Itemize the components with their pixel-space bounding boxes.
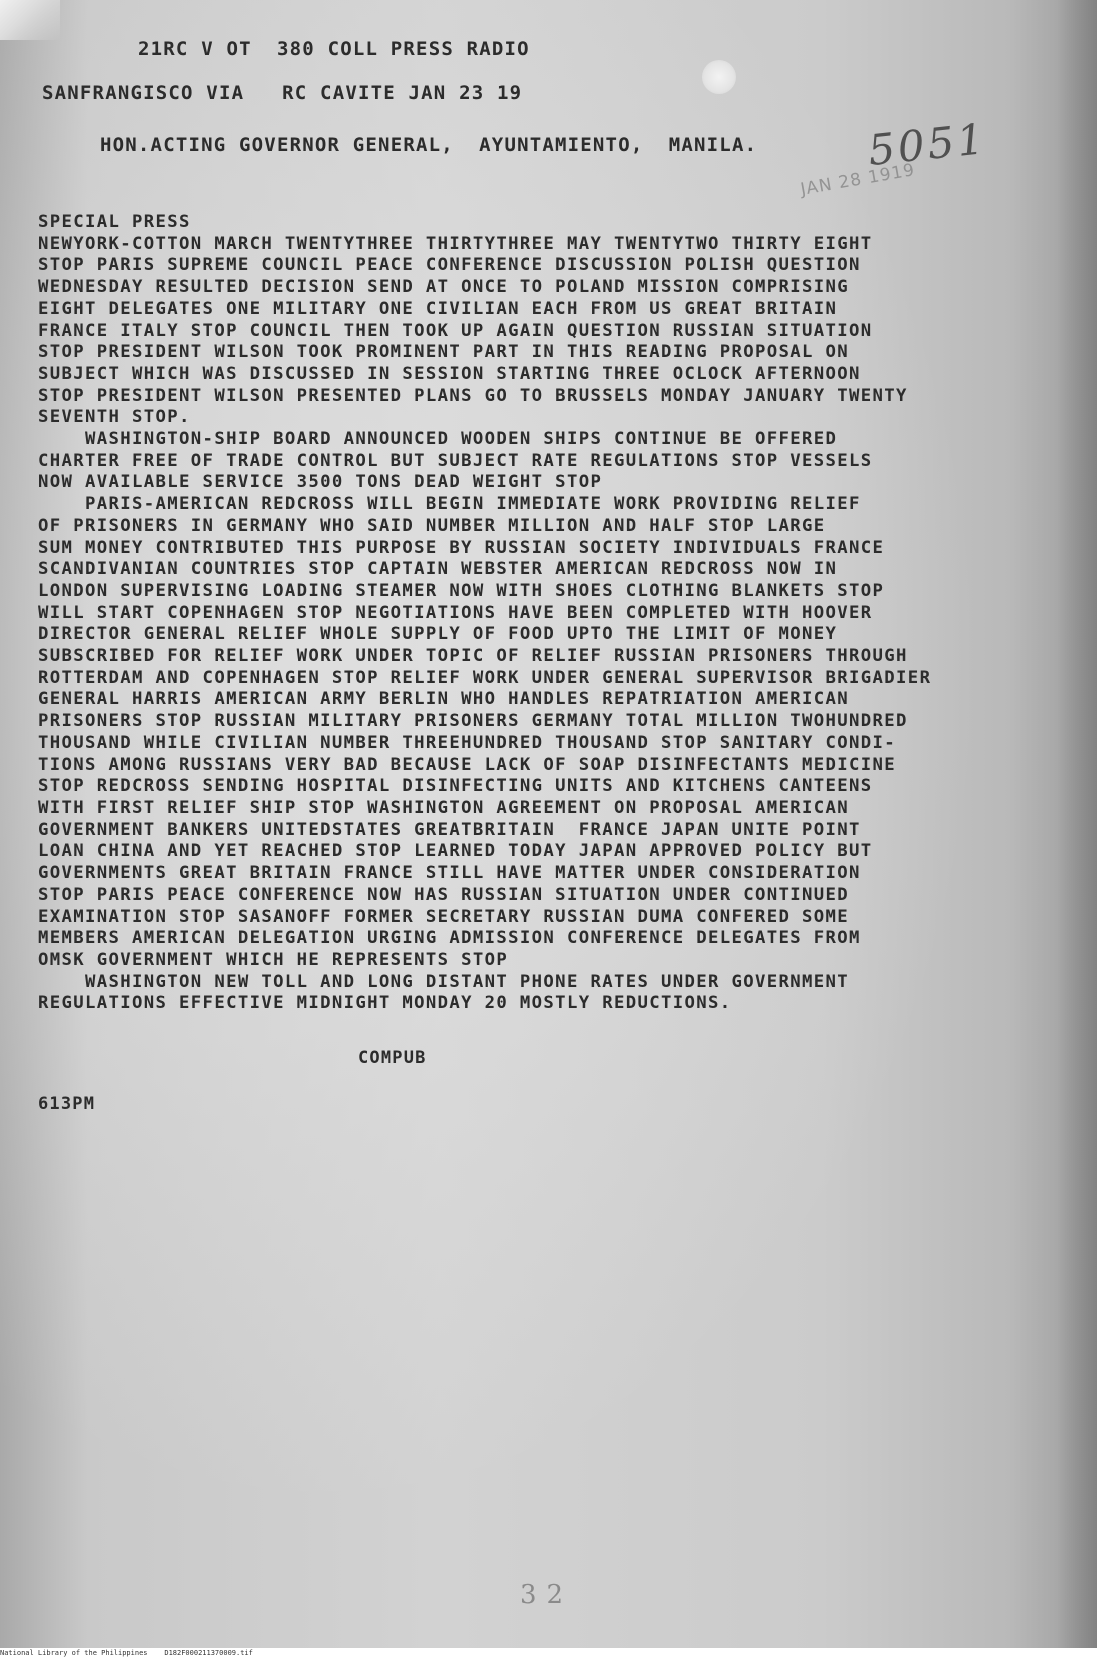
body-line: SEVENTH STOP. [38, 407, 191, 428]
body-line: SPECIAL PRESS [38, 212, 191, 232]
telegram-body [38, 212, 931, 1015]
body-line: LONDON SUPERVISING LOADING STEAMER NOW WITH SHOES CLOTHING BLANKETS STOP [38, 580, 885, 601]
body-line: NEWYORK-COTTON MARCH TWENTYTHREE THIRTYTHREE MAY TWENTYTWO THIRTY EIGHT [38, 233, 873, 254]
body-line: CHARTER FREE OF TRADE CONTROL BUT SUBJECT RATE REGULATIONS STOP VESSELS [38, 450, 873, 471]
body-line: WEDNESDAY RESULTED DECISION SEND AT ONCE TO POLAND MISSION COMPRISING [38, 277, 850, 298]
body-line: WILL START COPENHAGEN STOP NEGOTIATIONS HAVE BEEN COMPLETED WITH HOOVER [38, 602, 873, 623]
body-line: EXAMINATION STOP SASANOFF FORMER SECRETARY RUSSIAN DUMA CONFERED SOME [38, 906, 850, 927]
body-line: NOW AVAILABLE SERVICE 3500 TONS DEAD WEIGHT STOP [38, 472, 603, 493]
body-line: STOP REDCROSS SENDING HOSPITAL DISINFECTING UNITS AND KITCHENS CANTEENS [38, 776, 873, 797]
body-line: STOP PRESIDENT WILSON PRESENTED PLANS GO TO BRUSSELS MONDAY JANUARY TWENTY [38, 385, 908, 406]
body-line: SUBJECT WHICH WAS DISCUSSED IN SESSION STARTING THREE OCLOCK AFTERNOON [38, 363, 861, 384]
body-line: FRANCE ITALY STOP COUNCIL THEN TOOK UP AGAIN QUESTION RUSSIAN SITUATION [38, 320, 873, 341]
body-line: SUM MONEY CONTRIBUTED THIS PURPOSE BY RUSSIAN SOCIETY INDIVIDUALS FRANCE [38, 537, 885, 558]
received-date-stamp: JAN 28 1919 [799, 160, 917, 200]
body-line: STOP PARIS SUPREME COUNCIL PEACE CONFERENCE DISCUSSION POLISH QUESTION [38, 255, 861, 276]
telegram-origin-line: SANFRANGISCO VIA RC CAVITE JAN 23 19 [42, 82, 523, 104]
body-line: STOP PARIS PEACE CONFERENCE NOW HAS RUSSIAN SITUATION UNDER CONTINUED [38, 884, 850, 905]
punch-hole [702, 60, 736, 94]
body-line: LOAN CHINA AND YET REACHED STOP LEARNED TODAY JAPAN APPROVED POLICY BUT [38, 841, 873, 862]
telegram-addressee: HON.ACTING GOVERNOR GENERAL, AYUNTAMIENTO, MANILA. [100, 134, 758, 156]
body-line: OMSK GOVERNMENT WHICH HE REPRESENTS STOP [38, 949, 509, 970]
page-number: 32 [520, 1580, 574, 1610]
paper-edge-shadow [1057, 0, 1097, 1658]
archive-footer: National Library of the Philippines D182F000211370009.tif [0, 1648, 1097, 1658]
body-line: STOP PRESIDENT WILSON TOOK PROMINENT PART IN THIS READING PROPOSAL ON [38, 342, 850, 363]
body-line: SUBSCRIBED FOR RELIEF WORK UNDER TOPIC OF RELIEF RUSSIAN PRISONERS THROUGH [38, 646, 908, 667]
body-line: PARIS-AMERICAN REDCROSS WILL BEGIN IMMEDIATE WORK PROVIDING RELIEF [38, 494, 861, 515]
body-line: WITH FIRST RELIEF SHIP STOP WASHINGTON AGREEMENT ON PROPOSAL AMERICAN [38, 797, 850, 818]
body-line: GOVERNMENTS GREAT BRITAIN FRANCE STILL HAVE MATTER UNDER CONSIDERATION [38, 863, 861, 884]
body-line: THOUSAND WHILE CIVILIAN NUMBER THREEHUNDRED THOUSAND STOP SANITARY CONDI- [38, 732, 897, 753]
body-line: WASHINGTON-SHIP BOARD ANNOUNCED WOODEN SHIPS CONTINUE BE OFFERED [38, 429, 838, 450]
paper-corner [0, 0, 60, 40]
body-line: GENERAL HARRIS AMERICAN ARMY BERLIN WHO HANDLES REPATRIATION AMERICAN [38, 689, 850, 710]
body-line: DIRECTOR GENERAL RELIEF WHOLE SUPPLY OF FOOD UPTO THE LIMIT OF MONEY [38, 624, 838, 645]
body-line: EIGHT DELEGATES ONE MILITARY ONE CIVILIAN EACH FROM US GREAT BRITAIN [38, 298, 838, 319]
body-line: GOVERNMENT BANKERS UNITEDSTATES GREATBRITAIN FRANCE JAPAN UNITE POINT [38, 819, 861, 840]
body-line: ROTTERDAM AND COPENHAGEN STOP RELIEF WORK UNDER GENERAL SUPERVISOR BRIGADIER [38, 667, 932, 688]
telegram-routing-line: 21RC V OT 380 COLL PRESS RADIO [138, 38, 530, 60]
body-line: SCANDIVANIAN COUNTRIES STOP CAPTAIN WEBSTER AMERICAN REDCROSS NOW IN [38, 559, 838, 580]
body-line: REGULATIONS EFFECTIVE MIDNIGHT MONDAY 20 MOSTLY REDUCTIONS. [38, 993, 732, 1014]
body-line: WASHINGTON NEW TOLL AND LONG DISTANT PHONE RATES UNDER GOVERNMENT [38, 971, 850, 992]
signature: COMPUB [358, 1048, 427, 1068]
body-line: TIONS AMONG RUSSIANS VERY BAD BECAUSE LACK OF SOAP DISINFECTANTS MEDICINE [38, 754, 897, 775]
body-line: PRISONERS STOP RUSSIAN MILITARY PRISONERS GERMANY TOTAL MILLION TWOHUNDRED [38, 711, 908, 732]
body-line: MEMBERS AMERICAN DELEGATION URGING ADMISSION CONFERENCE DELEGATES FROM [38, 928, 861, 949]
handwritten-file-number: 5051 [865, 113, 990, 176]
body-line: OF PRISONERS IN GERMANY WHO SAID NUMBER MILLION AND HALF STOP LARGE [38, 515, 826, 536]
time-received: 613PM [38, 1094, 96, 1114]
